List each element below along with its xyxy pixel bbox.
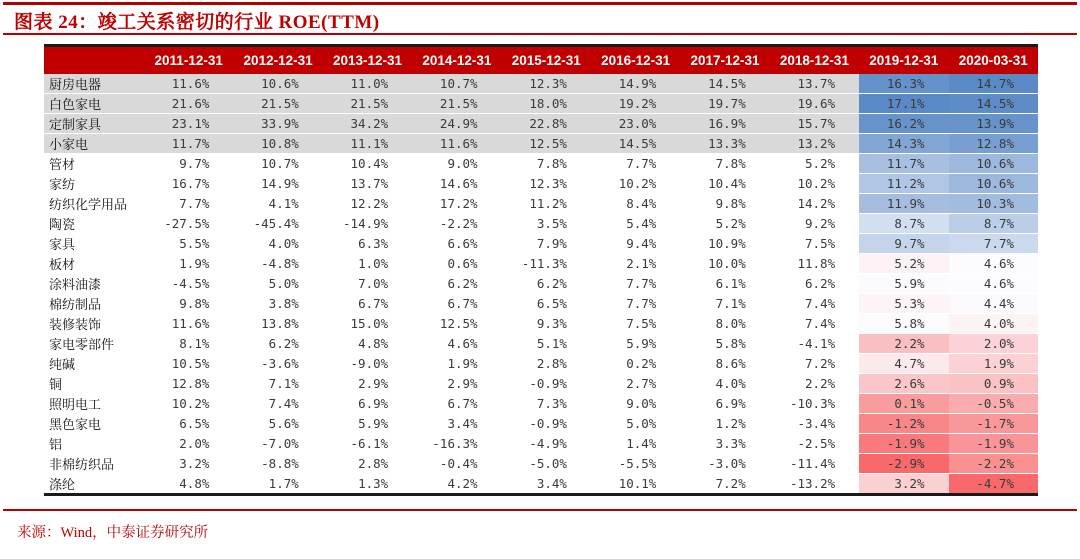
table-row	[44, 74, 1038, 94]
value-cell: 2.0%	[949, 334, 1038, 354]
value-cell: -4.7%	[949, 474, 1038, 495]
value-cell: 1.7%	[233, 474, 322, 495]
table-row	[44, 174, 1038, 194]
value-cell: 14.7%	[949, 74, 1038, 94]
value-cell: 8.4%	[591, 194, 680, 214]
industry-label: 小家电	[44, 134, 144, 154]
value-cell: 13.8%	[233, 314, 322, 334]
value-cell: 3.4%	[412, 414, 501, 434]
value-cell: 2.9%	[412, 374, 501, 394]
value-cell: 11.6%	[144, 314, 233, 334]
value-cell: -11.3%	[502, 254, 591, 274]
value-cell: 10.0%	[680, 254, 769, 274]
value-cell: 21.6%	[144, 94, 233, 114]
table-row	[44, 434, 1038, 454]
value-cell: 5.9%	[859, 274, 948, 294]
title-divider	[3, 33, 1077, 35]
value-cell: 11.7%	[144, 134, 233, 154]
value-cell: -0.4%	[412, 454, 501, 474]
industry-label: 非棉纺织品	[44, 454, 144, 474]
value-cell: 6.7%	[412, 394, 501, 414]
value-cell: 16.7%	[144, 174, 233, 194]
value-cell: 0.9%	[949, 374, 1038, 394]
table-row	[44, 214, 1038, 234]
table-row	[44, 394, 1038, 414]
value-cell: 7.0%	[323, 274, 412, 294]
value-cell: 18.0%	[502, 94, 591, 114]
value-cell: -6.1%	[323, 434, 412, 454]
value-cell: -0.9%	[502, 414, 591, 434]
value-cell: -45.4%	[233, 214, 322, 234]
value-cell: -10.3%	[770, 394, 859, 414]
industry-label: 家电零部件	[44, 334, 144, 354]
value-cell: -3.0%	[680, 454, 769, 474]
value-cell: 7.8%	[680, 154, 769, 174]
value-cell: 4.2%	[412, 474, 501, 495]
value-cell: 7.8%	[502, 154, 591, 174]
value-cell: -8.8%	[233, 454, 322, 474]
value-cell: 4.4%	[949, 294, 1038, 314]
value-cell: 7.5%	[770, 234, 859, 254]
industry-label: 纺织化学用品	[44, 194, 144, 214]
table-row	[44, 354, 1038, 374]
value-cell: 9.7%	[144, 154, 233, 174]
value-cell: 6.9%	[680, 394, 769, 414]
value-cell: 11.1%	[323, 134, 412, 154]
value-cell: 4.0%	[233, 234, 322, 254]
value-cell: 10.2%	[144, 394, 233, 414]
value-cell: 7.7%	[591, 274, 680, 294]
industry-label: 纯碱	[44, 354, 144, 374]
value-cell: 12.5%	[412, 314, 501, 334]
value-cell: 21.5%	[233, 94, 322, 114]
value-cell: 5.4%	[591, 214, 680, 234]
value-cell: 7.1%	[233, 374, 322, 394]
top-divider	[3, 2, 1077, 5]
value-cell: 1.2%	[680, 414, 769, 434]
value-cell: 6.2%	[770, 274, 859, 294]
value-cell: 23.1%	[144, 114, 233, 134]
value-cell: 5.2%	[859, 254, 948, 274]
value-cell: -4.1%	[770, 334, 859, 354]
value-cell: -11.4%	[770, 454, 859, 474]
value-cell: 4.0%	[949, 314, 1038, 334]
value-cell: 3.8%	[233, 294, 322, 314]
value-cell: 2.2%	[770, 374, 859, 394]
figure-title: 图表 24：竣工关系密切的行业 ROE(TTM)	[14, 12, 380, 33]
value-cell: 22.8%	[502, 114, 591, 134]
value-cell: 6.9%	[323, 394, 412, 414]
value-cell: 14.5%	[591, 134, 680, 154]
value-cell: 14.9%	[591, 74, 680, 94]
value-cell: 7.7%	[591, 294, 680, 314]
value-cell: 3.2%	[859, 474, 948, 495]
value-cell: 10.2%	[591, 174, 680, 194]
industry-label: 棉纺制品	[44, 294, 144, 314]
bottom-divider	[3, 509, 1077, 511]
value-cell: 4.7%	[859, 354, 948, 374]
value-cell: 19.6%	[770, 94, 859, 114]
value-cell: -2.5%	[770, 434, 859, 454]
value-cell: 7.9%	[502, 234, 591, 254]
value-cell: 13.2%	[770, 134, 859, 154]
value-cell: -3.6%	[233, 354, 322, 374]
value-cell: 5.0%	[233, 274, 322, 294]
table-row	[44, 154, 1038, 174]
value-cell: 1.9%	[144, 254, 233, 274]
value-cell: 10.4%	[323, 154, 412, 174]
value-cell: 13.7%	[323, 174, 412, 194]
table-row	[44, 454, 1038, 474]
value-cell: 16.3%	[859, 74, 948, 94]
value-cell: -1.9%	[949, 434, 1038, 454]
value-cell: 5.9%	[591, 334, 680, 354]
industry-label: 板材	[44, 254, 144, 274]
value-cell: 21.5%	[412, 94, 501, 114]
value-cell: 4.8%	[323, 334, 412, 354]
table-row	[44, 194, 1038, 214]
industry-label: 家纺	[44, 174, 144, 194]
value-cell: 8.7%	[949, 214, 1038, 234]
table-row	[44, 274, 1038, 294]
value-cell: 5.0%	[591, 414, 680, 434]
value-cell: 6.2%	[233, 334, 322, 354]
value-cell: 2.0%	[144, 434, 233, 454]
value-cell: 11.7%	[859, 154, 948, 174]
value-cell: 9.7%	[859, 234, 948, 254]
value-cell: 12.8%	[949, 134, 1038, 154]
value-cell: 2.2%	[859, 334, 948, 354]
table-header-row	[44, 46, 1038, 75]
value-cell: 13.9%	[949, 114, 1038, 134]
column-header: 2017-12-31	[680, 46, 769, 75]
value-cell: 1.0%	[323, 254, 412, 274]
column-header: 2016-12-31	[591, 46, 680, 75]
value-cell: 8.7%	[859, 214, 948, 234]
industry-label: 装修装饰	[44, 314, 144, 334]
industry-label: 涂料油漆	[44, 274, 144, 294]
value-cell: -13.2%	[770, 474, 859, 495]
value-cell: -27.5%	[144, 214, 233, 234]
value-cell: -5.5%	[591, 454, 680, 474]
industry-label: 照明电工	[44, 394, 144, 414]
industry-label: 管材	[44, 154, 144, 174]
table-row	[44, 234, 1038, 254]
value-cell: -1.9%	[859, 434, 948, 454]
value-cell: 3.2%	[144, 454, 233, 474]
value-cell: 4.6%	[949, 254, 1038, 274]
value-cell: 7.4%	[233, 394, 322, 414]
value-cell: 7.4%	[770, 314, 859, 334]
value-cell: 2.7%	[591, 374, 680, 394]
value-cell: 9.3%	[502, 314, 591, 334]
value-cell: 4.1%	[233, 194, 322, 214]
value-cell: 10.6%	[949, 174, 1038, 194]
value-cell: 14.3%	[859, 134, 948, 154]
value-cell: 5.6%	[233, 414, 322, 434]
value-cell: 10.5%	[144, 354, 233, 374]
value-cell: 0.1%	[859, 394, 948, 414]
column-header: 2020-03-31	[949, 46, 1038, 75]
value-cell: 11.6%	[144, 74, 233, 94]
value-cell: 33.9%	[233, 114, 322, 134]
source-note: 来源：Wind，中泰证券研究所	[17, 525, 209, 541]
value-cell: 1.9%	[949, 354, 1038, 374]
column-header: 2013-12-31	[323, 46, 412, 75]
value-cell: 8.6%	[680, 354, 769, 374]
value-cell: 7.7%	[949, 234, 1038, 254]
value-cell: 7.7%	[591, 154, 680, 174]
corner-cell	[44, 46, 144, 75]
industry-label: 铜	[44, 374, 144, 394]
value-cell: 16.9%	[680, 114, 769, 134]
value-cell: 7.7%	[144, 194, 233, 214]
value-cell: 23.0%	[591, 114, 680, 134]
value-cell: -14.9%	[323, 214, 412, 234]
value-cell: 4.6%	[412, 334, 501, 354]
value-cell: 4.0%	[680, 374, 769, 394]
value-cell: 10.7%	[233, 154, 322, 174]
value-cell: 16.2%	[859, 114, 948, 134]
value-cell: 2.1%	[591, 254, 680, 274]
value-cell: 14.5%	[949, 94, 1038, 114]
value-cell: 1.4%	[591, 434, 680, 454]
value-cell: 6.1%	[680, 274, 769, 294]
value-cell: 19.7%	[680, 94, 769, 114]
value-cell: -0.9%	[502, 374, 591, 394]
value-cell: 6.5%	[144, 414, 233, 434]
value-cell: 3.3%	[680, 434, 769, 454]
value-cell: 10.7%	[412, 74, 501, 94]
table-row	[44, 134, 1038, 154]
value-cell: 13.3%	[680, 134, 769, 154]
value-cell: 6.5%	[502, 294, 591, 314]
value-cell: 7.3%	[502, 394, 591, 414]
value-cell: 10.2%	[770, 174, 859, 194]
value-cell: 11.2%	[859, 174, 948, 194]
value-cell: -4.5%	[144, 274, 233, 294]
value-cell: -2.2%	[412, 214, 501, 234]
value-cell: 5.2%	[680, 214, 769, 234]
table-row	[44, 414, 1038, 434]
value-cell: 6.6%	[412, 234, 501, 254]
value-cell: 1.9%	[412, 354, 501, 374]
column-header: 2015-12-31	[502, 46, 591, 75]
value-cell: 12.3%	[502, 74, 591, 94]
industry-label: 铝	[44, 434, 144, 454]
value-cell: 6.2%	[412, 274, 501, 294]
value-cell: -9.0%	[323, 354, 412, 374]
column-header: 2018-12-31	[770, 46, 859, 75]
industry-label: 黑色家电	[44, 414, 144, 434]
industry-label: 厨房电器	[44, 74, 144, 94]
value-cell: 15.0%	[323, 314, 412, 334]
value-cell: 0.2%	[591, 354, 680, 374]
value-cell: 10.6%	[233, 74, 322, 94]
value-cell: 17.1%	[859, 94, 948, 114]
value-cell: 15.7%	[770, 114, 859, 134]
value-cell: 5.3%	[859, 294, 948, 314]
value-cell: 6.7%	[412, 294, 501, 314]
value-cell: -5.0%	[502, 454, 591, 474]
value-cell: 5.9%	[323, 414, 412, 434]
roe-heatmap-table	[44, 44, 1038, 496]
value-cell: 19.2%	[591, 94, 680, 114]
table-row	[44, 334, 1038, 354]
industry-label: 定制家具	[44, 114, 144, 134]
value-cell: 2.8%	[502, 354, 591, 374]
value-cell: 9.0%	[412, 154, 501, 174]
value-cell: -16.3%	[412, 434, 501, 454]
value-cell: 5.1%	[502, 334, 591, 354]
roe-table-container	[44, 44, 1038, 496]
value-cell: -4.9%	[502, 434, 591, 454]
value-cell: 13.7%	[770, 74, 859, 94]
value-cell: 7.5%	[591, 314, 680, 334]
value-cell: 9.8%	[680, 194, 769, 214]
value-cell: 10.8%	[233, 134, 322, 154]
value-cell: 11.2%	[502, 194, 591, 214]
value-cell: 4.8%	[144, 474, 233, 495]
value-cell: 0.6%	[412, 254, 501, 274]
table-row	[44, 474, 1038, 495]
value-cell: -1.7%	[949, 414, 1038, 434]
value-cell: 11.9%	[859, 194, 948, 214]
value-cell: 2.9%	[323, 374, 412, 394]
value-cell: 4.6%	[949, 274, 1038, 294]
value-cell: 21.5%	[323, 94, 412, 114]
value-cell: 14.5%	[680, 74, 769, 94]
value-cell: 6.2%	[502, 274, 591, 294]
table-row	[44, 114, 1038, 134]
column-header: 2012-12-31	[233, 46, 322, 75]
table-row	[44, 374, 1038, 394]
value-cell: 10.6%	[949, 154, 1038, 174]
value-cell: 10.1%	[591, 474, 680, 495]
value-cell: 3.5%	[502, 214, 591, 234]
value-cell: 7.2%	[770, 354, 859, 374]
value-cell: 17.2%	[412, 194, 501, 214]
value-cell: -4.8%	[233, 254, 322, 274]
column-header: 2019-12-31	[859, 46, 948, 75]
value-cell: 5.5%	[144, 234, 233, 254]
industry-label: 涤纶	[44, 474, 144, 495]
value-cell: 5.8%	[680, 334, 769, 354]
value-cell: 12.3%	[502, 174, 591, 194]
value-cell: 7.2%	[680, 474, 769, 495]
value-cell: 6.3%	[323, 234, 412, 254]
column-header: 2011-12-31	[144, 46, 233, 75]
value-cell: 10.4%	[680, 174, 769, 194]
value-cell: 24.9%	[412, 114, 501, 134]
value-cell: 34.2%	[323, 114, 412, 134]
value-cell: -3.4%	[770, 414, 859, 434]
value-cell: 11.8%	[770, 254, 859, 274]
value-cell: 8.0%	[680, 314, 769, 334]
value-cell: 2.8%	[323, 454, 412, 474]
value-cell: -2.2%	[949, 454, 1038, 474]
value-cell: 7.4%	[770, 294, 859, 314]
value-cell: 9.4%	[591, 234, 680, 254]
value-cell: 10.9%	[680, 234, 769, 254]
value-cell: -2.9%	[859, 454, 948, 474]
value-cell: 2.6%	[859, 374, 948, 394]
value-cell: 14.9%	[233, 174, 322, 194]
value-cell: 5.2%	[770, 154, 859, 174]
column-header: 2014-12-31	[412, 46, 501, 75]
table-row	[44, 254, 1038, 274]
value-cell: 10.3%	[949, 194, 1038, 214]
value-cell: 9.2%	[770, 214, 859, 234]
table-row	[44, 94, 1038, 114]
value-cell: 12.8%	[144, 374, 233, 394]
value-cell: 11.0%	[323, 74, 412, 94]
industry-label: 白色家电	[44, 94, 144, 114]
value-cell: -7.0%	[233, 434, 322, 454]
value-cell: 12.2%	[323, 194, 412, 214]
table-row	[44, 294, 1038, 314]
value-cell: 12.5%	[502, 134, 591, 154]
value-cell: 7.1%	[680, 294, 769, 314]
table-row	[44, 314, 1038, 334]
value-cell: 5.8%	[859, 314, 948, 334]
value-cell: -0.5%	[949, 394, 1038, 414]
value-cell: 11.6%	[412, 134, 501, 154]
value-cell: 1.3%	[323, 474, 412, 495]
value-cell: 8.1%	[144, 334, 233, 354]
value-cell: 6.7%	[323, 294, 412, 314]
value-cell: 9.8%	[144, 294, 233, 314]
value-cell: 14.6%	[412, 174, 501, 194]
industry-label: 陶瓷	[44, 214, 144, 234]
industry-label: 家具	[44, 234, 144, 254]
value-cell: 14.2%	[770, 194, 859, 214]
value-cell: 3.4%	[502, 474, 591, 495]
value-cell: -1.2%	[859, 414, 948, 434]
value-cell: 9.0%	[591, 394, 680, 414]
